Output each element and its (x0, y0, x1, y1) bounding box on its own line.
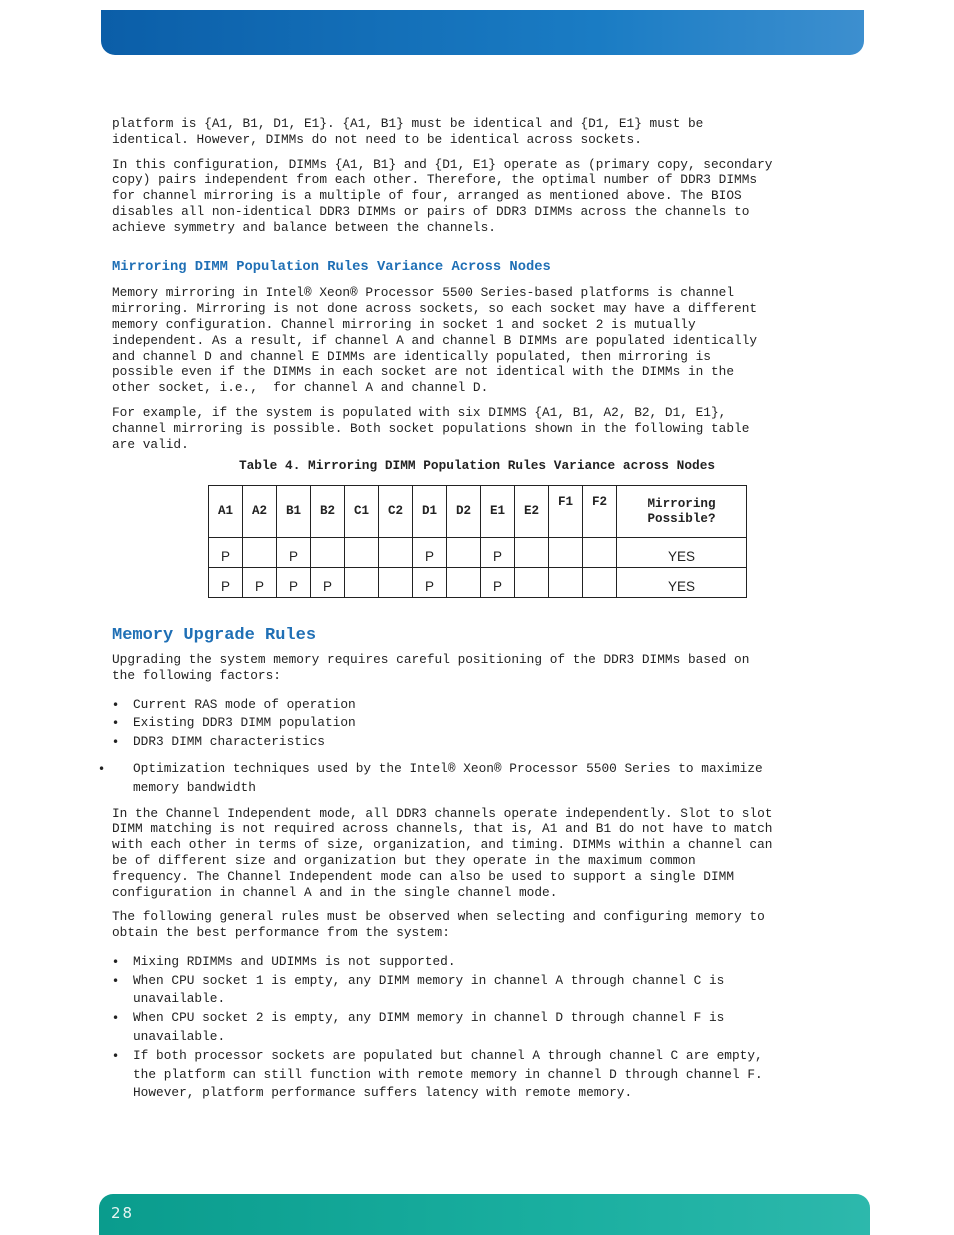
table-cell (549, 568, 583, 598)
table-header-cell: D2 (447, 486, 481, 538)
table-header-cell: F2 (583, 486, 617, 538)
factor-list (112, 696, 842, 752)
table-cell (447, 568, 481, 598)
table-cell (583, 538, 617, 568)
table-header-cell: Mirroring Possible? (617, 486, 747, 538)
table-header-cell: F1 (549, 486, 583, 538)
table-cell (447, 538, 481, 568)
list-item: • DDR3 DIMM characteristics (112, 733, 842, 752)
table-header-cell: E1 (481, 486, 515, 538)
upgrade-paragraph-3: The following general rules must be observed when selecting and configuring memory to obtain the best performance from the system: (112, 909, 765, 941)
table-cell (515, 538, 549, 568)
table-header-cell: B2 (311, 486, 345, 538)
page-content (98, 116, 842, 1103)
table-cell: P (209, 538, 243, 568)
table-header-cell: D1 (413, 486, 447, 538)
mirroring-paragraph-1: Memory mirroring in Intel® Xeon® Processor 5500 Series-based platforms is channel mirroring. Mirroring is not done across sockets, so each socket may have a different memory configuration. Channel mirroring in socket 1 and socket 2 is mutually independent. As a result, if channel A and channel B DIMMs are populated identically and channel D and channel E DIMMs are identically populated, then mirroring is possible even if the DIMMs in each socket are not identical with the DIMMs in the other socket, i.e., for channel A and channel D. (112, 285, 758, 396)
footer-banner (99, 1194, 870, 1235)
upgrade-heading: Memory Upgrade Rules (112, 626, 317, 646)
page-number: 28 (111, 1204, 135, 1222)
intro-paragraph-2: In this configuration, DIMMs {A1, B1} and {D1, E1} operate as (primary copy, secondary copy) pairs independent from each other. Therefore, the optimal number of DDR3 DIMMs for channel mirroring is a multiple of four, arranged as mentioned above. The BIOS disables all non-identical DDR3 DIMMs or pairs of DDR3 DIMMs across the channels to achieve symmetry and balance between the channels. (112, 156, 773, 235)
table-header-cell: E2 (515, 486, 549, 538)
table-cell (311, 538, 345, 568)
list-item: • When CPU socket 2 is empty, any DIMM memory in channel D through channel F is unavailable. (112, 1009, 842, 1047)
list-item-text: Optimization techniques used by the Intel® Xeon® Processor 5500 Series to maximize memory bandwidth (133, 760, 763, 795)
intro-paragraph-1: platform is {A1, B1, D1, E1}. {A1, B1} must be identical and {D1, E1} must be identical. However, DIMMs do not need to be identical across sockets. (112, 116, 704, 147)
upgrade-paragraph-1: Upgrading the system memory requires careful positioning of the DDR3 DIMMs based on the following factors: (112, 651, 750, 683)
rules-list (112, 953, 842, 1103)
header-banner (101, 10, 864, 55)
table-cell: YES (617, 568, 747, 598)
table-cell (345, 538, 379, 568)
mirroring-table (208, 485, 747, 598)
table-header-cell: A2 (243, 486, 277, 538)
table-cell: P (243, 568, 277, 598)
table-header-cell: C1 (345, 486, 379, 538)
table-row (209, 568, 747, 598)
table-cell (583, 568, 617, 598)
list-item (98, 760, 842, 798)
table-cell: P (209, 568, 243, 598)
table-header-cell: C2 (379, 486, 413, 538)
upgrade-paragraph-2: In the Channel Independent mode, all DDR3 channels operate independently. Slot to slot DIMM matching is not required across channels, that is, A1 and B1 do not have to match with each other in terms of size, organization, and timing. DIMMs within a channel can be of different size and organization but they operate in the maximum common frequency. The Channel Independent mode can also be used to support a single DIMM configuration in channel A and in the single channel mode. (112, 805, 773, 900)
table-cell: P (481, 568, 515, 598)
table-cell: YES (617, 538, 747, 568)
table-row (209, 538, 747, 568)
table-header-row (209, 486, 747, 538)
table-header-cell: A1 (209, 486, 243, 538)
table-cell: P (413, 568, 447, 598)
table-cell: P (481, 538, 515, 568)
list-item: • Mixing RDIMMs and UDIMMs is not supported. (112, 953, 842, 972)
table-caption: Table 4. Mirroring DIMM Population Rules Variance across Nodes (238, 458, 716, 474)
table-cell: P (277, 568, 311, 598)
list-item: • When CPU socket 1 is empty, any DIMM memory in channel A through channel C is unavailable. (112, 972, 842, 1010)
table-cell (243, 538, 277, 568)
mirroring-paragraph-2: For example, if the system is populated with six DIMMS {A1, B1, A2, B2, D1, E1}, channel mirroring is possible. Both socket populations shown in the following table are valid. (112, 404, 750, 452)
list-item: • Existing DDR3 DIMM population (112, 714, 842, 733)
list-item: • Current RAS mode of operation (112, 696, 842, 715)
table-cell: P (413, 538, 447, 568)
table-cell: P (277, 538, 311, 568)
table-cell (515, 568, 549, 598)
table-cell (379, 568, 413, 598)
table-cell (379, 538, 413, 568)
table-header-cell: B1 (277, 486, 311, 538)
list-item: • If both processor sockets are populated but channel A through channel C are empty, the platform can still function with remote memory in channel D through channel F. However, platform performance suffers latency with remote memory. (112, 1047, 842, 1103)
table-cell (549, 538, 583, 568)
table-cell: P (311, 568, 345, 598)
table-cell (345, 568, 379, 598)
mirroring-heading: Mirroring DIMM Population Rules Variance Across Nodes (112, 259, 551, 275)
bullet-icon: • (98, 761, 106, 776)
